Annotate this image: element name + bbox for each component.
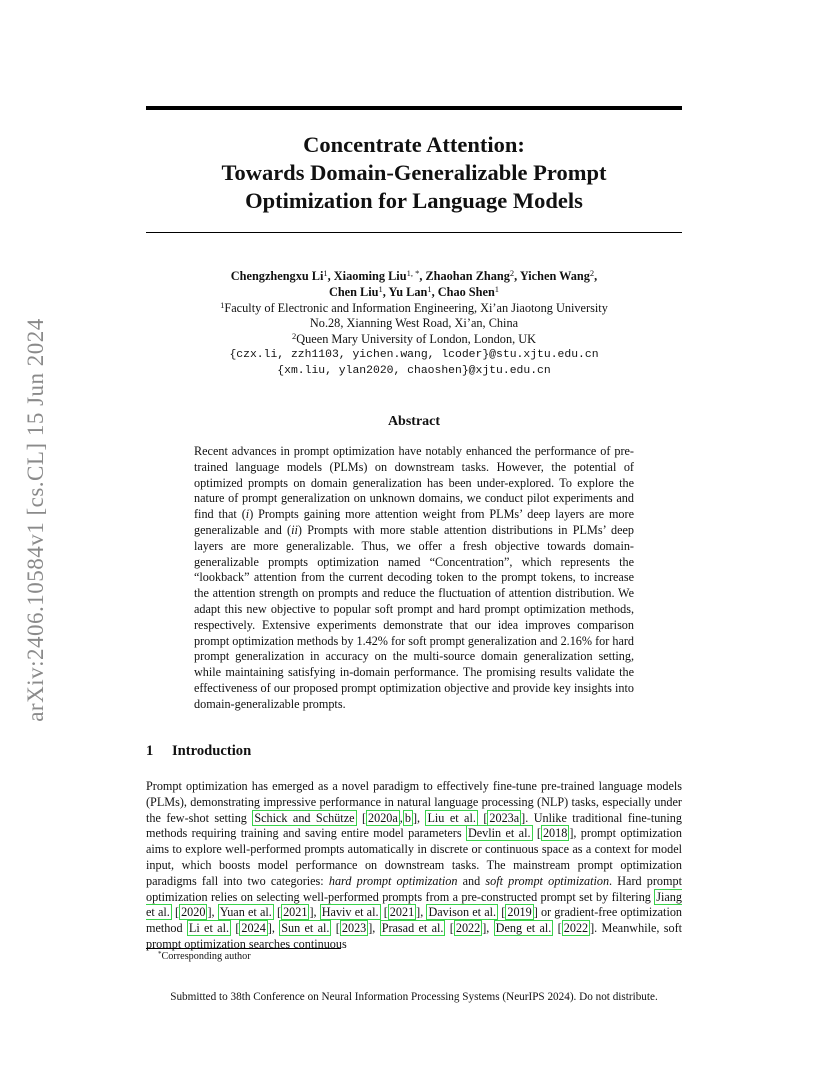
citation-link[interactable]: 2024	[241, 921, 266, 936]
citation-link[interactable]: 2018	[542, 826, 568, 841]
arxiv-stamp	[0, 275, 72, 765]
author-name: Yu Lan	[388, 284, 428, 299]
section-number: 1	[146, 743, 154, 759]
citation-link[interactable]: Liu et al.	[427, 810, 476, 825]
author-affiliation-mark: 1, *	[406, 268, 420, 278]
author-affiliation-mark: 1	[378, 283, 383, 294]
citation-link[interactable]: b	[404, 810, 411, 825]
citation-link[interactable]: 2020a	[368, 810, 398, 825]
page-footer: Submitted to 38th Conference on Neural Information Processing Systems (NeurIPS 2024). Do not distribute.	[170, 991, 658, 1003]
footnote-mark: *	[158, 950, 162, 958]
author-names-line-2: Chen Liu$^1$, Yu Lan$^1$, Chao Shen$^1$	[328, 283, 500, 299]
citation-link[interactable]: Schick and Schütze	[254, 810, 355, 825]
author-name: Chengzhengxu Li	[230, 269, 324, 283]
citation-link[interactable]: Deng et al.	[495, 921, 552, 936]
author-name: Yichen Wang	[519, 269, 590, 283]
citation-link[interactable]: Haviv et al.	[321, 905, 379, 920]
citation-link[interactable]: 2021	[389, 905, 415, 920]
title-line-2: Towards Domain-Generalizable Prompt	[221, 160, 607, 185]
author-name: Xiaoming Liu	[333, 269, 407, 283]
abstract-body: Recent advances in prompt optimization have notably enhanced the performance of pre-trained language models (PLMs) on downstream tasks. However, the potential of optimized prompts on domain generalization has been under-explored. To explore the nature of prompt generalization on unknown domains, we conduct pilot experiments and find that (i) Prompts gaining more attention weight from PLMs’ deep layers are more generalizable and (ii) Prompts with more stable attention distributions in PLMs’ deep layers are more generalizable. Thus, we offer a fresh objective towards domain-generalizable prompts optimization named “Concentration”, which represents the “lookback” attention from the current decoding token to the prompt tokens, to increase the attention strength on prompts and reduce the fluctuation of attention distribution. We adapt this new objective to popular soft prompt and hard prompt optimization methods, respectively. Extensive experiments demonstrate that our idea improves comparison prompt optimization methods by 1.42% for soft prompt generalization and 2.16% for hard prompt generalization in accuracy on the multi-source domain generalization setting, while maintaining satisfying in-domain performance. The promising results validate the effectiveness of our proposed prompt optimization objective and provide key insights into domain-generalizable prompts.	[194, 444, 635, 711]
footnote-rule	[146, 948, 341, 949]
citation-link[interactable]: 2022	[455, 921, 481, 936]
author-affiliation-mark: 1	[427, 283, 432, 294]
affiliation-2: $^2$Queen Mary University of London, London, UK	[292, 331, 536, 347]
arxiv-stamp-text: arXiv:2406.10584v1 [cs.CL] 15 Jun 2024	[23, 318, 48, 722]
affiliation-1-address: No.28, Xianning West Road, Xi’an, China	[309, 316, 519, 331]
title-top-rule	[146, 106, 682, 110]
citation-link[interactable]: Li et al.	[188, 921, 230, 936]
author-block	[146, 269, 682, 380]
citation-link[interactable]: Jiang et al.	[146, 889, 682, 920]
citation-link[interactable]: 2021	[283, 905, 308, 920]
citation-link[interactable]: Prasad et al.	[381, 921, 444, 936]
abstract-heading: Abstract	[387, 414, 441, 429]
author-name: Zhaohan Zhang	[425, 269, 510, 283]
footnote	[158, 951, 251, 962]
paper-title	[146, 131, 682, 215]
author-name: Chen Liu	[328, 284, 379, 299]
author-name: Chao Shen	[437, 284, 495, 299]
citation-link[interactable]: 2019	[507, 905, 532, 920]
citation-link[interactable]: 2023a	[489, 810, 520, 825]
email-line-2: {xm.liu, ylan2020, chaoshen}@xjtu.edu.cn	[277, 364, 551, 377]
author-affiliation-mark: 1	[323, 268, 328, 278]
citation-link[interactable]: 2022	[563, 921, 589, 936]
citation-link[interactable]: 2023	[341, 921, 367, 936]
affiliation-1: $^1$Faculty of Electronic and Information Engineering, Xi’an Jiaotong University	[220, 299, 608, 315]
citation-link[interactable]: Sun et al.	[281, 921, 330, 936]
author-affiliation-mark: 2	[589, 268, 595, 278]
introduction-paragraph: Prompt optimization has emerged as a novel paradigm to effectively fine-tune pre-trained language models (PLMs), demonstrating impressive performance in natural language processing (NLP) tasks, especially under the few-shot setting Schick and Schütze [ 2020a , b ], Liu et al. [ 2023a ]. Unlike traditional fine-tuning methods requiring training and saving entire model parameters Devlin et al. [ 2018 ], prompt optimization aims to explore well-performed prompts automatically in discrete or continuous space as a context for model input, which boosts model performance on downstream tasks. The mainstream prompt optimization paradigms fall into two categories: hard prompt optimization and soft prompt optimization. Hard prompt optimization relies on selecting well-performed prompts from a pre-constructed prompt set by filtering Jiang et al. [ 2020 ], Yuan et al. [ 2021 ], Haviv et al. [ 2021 ], Davison et al. [ 2019 ] or gradient-free optimization method Li et al. [ 2024 ], Sun et al. [ 2023 ], Prasad et al. [ 2022 ], Deng et al. [ 2022 ]. Meanwhile, soft prompt optimization searches continuous	[146, 779, 683, 951]
section-title: Introduction	[172, 743, 252, 759]
citation-link[interactable]: Yuan et al.	[219, 905, 272, 920]
author-affiliation-mark: 2	[509, 268, 515, 278]
citation-link[interactable]: Devlin et al.	[467, 826, 531, 841]
footnote-text: Corresponding author	[161, 951, 251, 962]
title-line-1: Concentrate Attention:	[303, 132, 525, 157]
citation-link[interactable]: Davison et al.	[428, 905, 497, 920]
title-bottom-rule	[146, 232, 682, 233]
author-affiliation-mark: 1	[494, 283, 500, 294]
author-names-line-1: Chengzhengxu Li$^1$, Xiaoming Liu$^{1, *}$, Zhaohan Zhang$^2$, Yichen Wang$^2$,	[230, 268, 598, 283]
title-line-3: Optimization for Language Models	[245, 188, 583, 213]
citation-link[interactable]: 2020	[181, 905, 206, 920]
email-line-1: {czx.li, zzh1103, yichen.wang, lcoder}@stu.xjtu.edu.cn	[229, 348, 599, 361]
section-heading-introduction	[146, 743, 251, 760]
